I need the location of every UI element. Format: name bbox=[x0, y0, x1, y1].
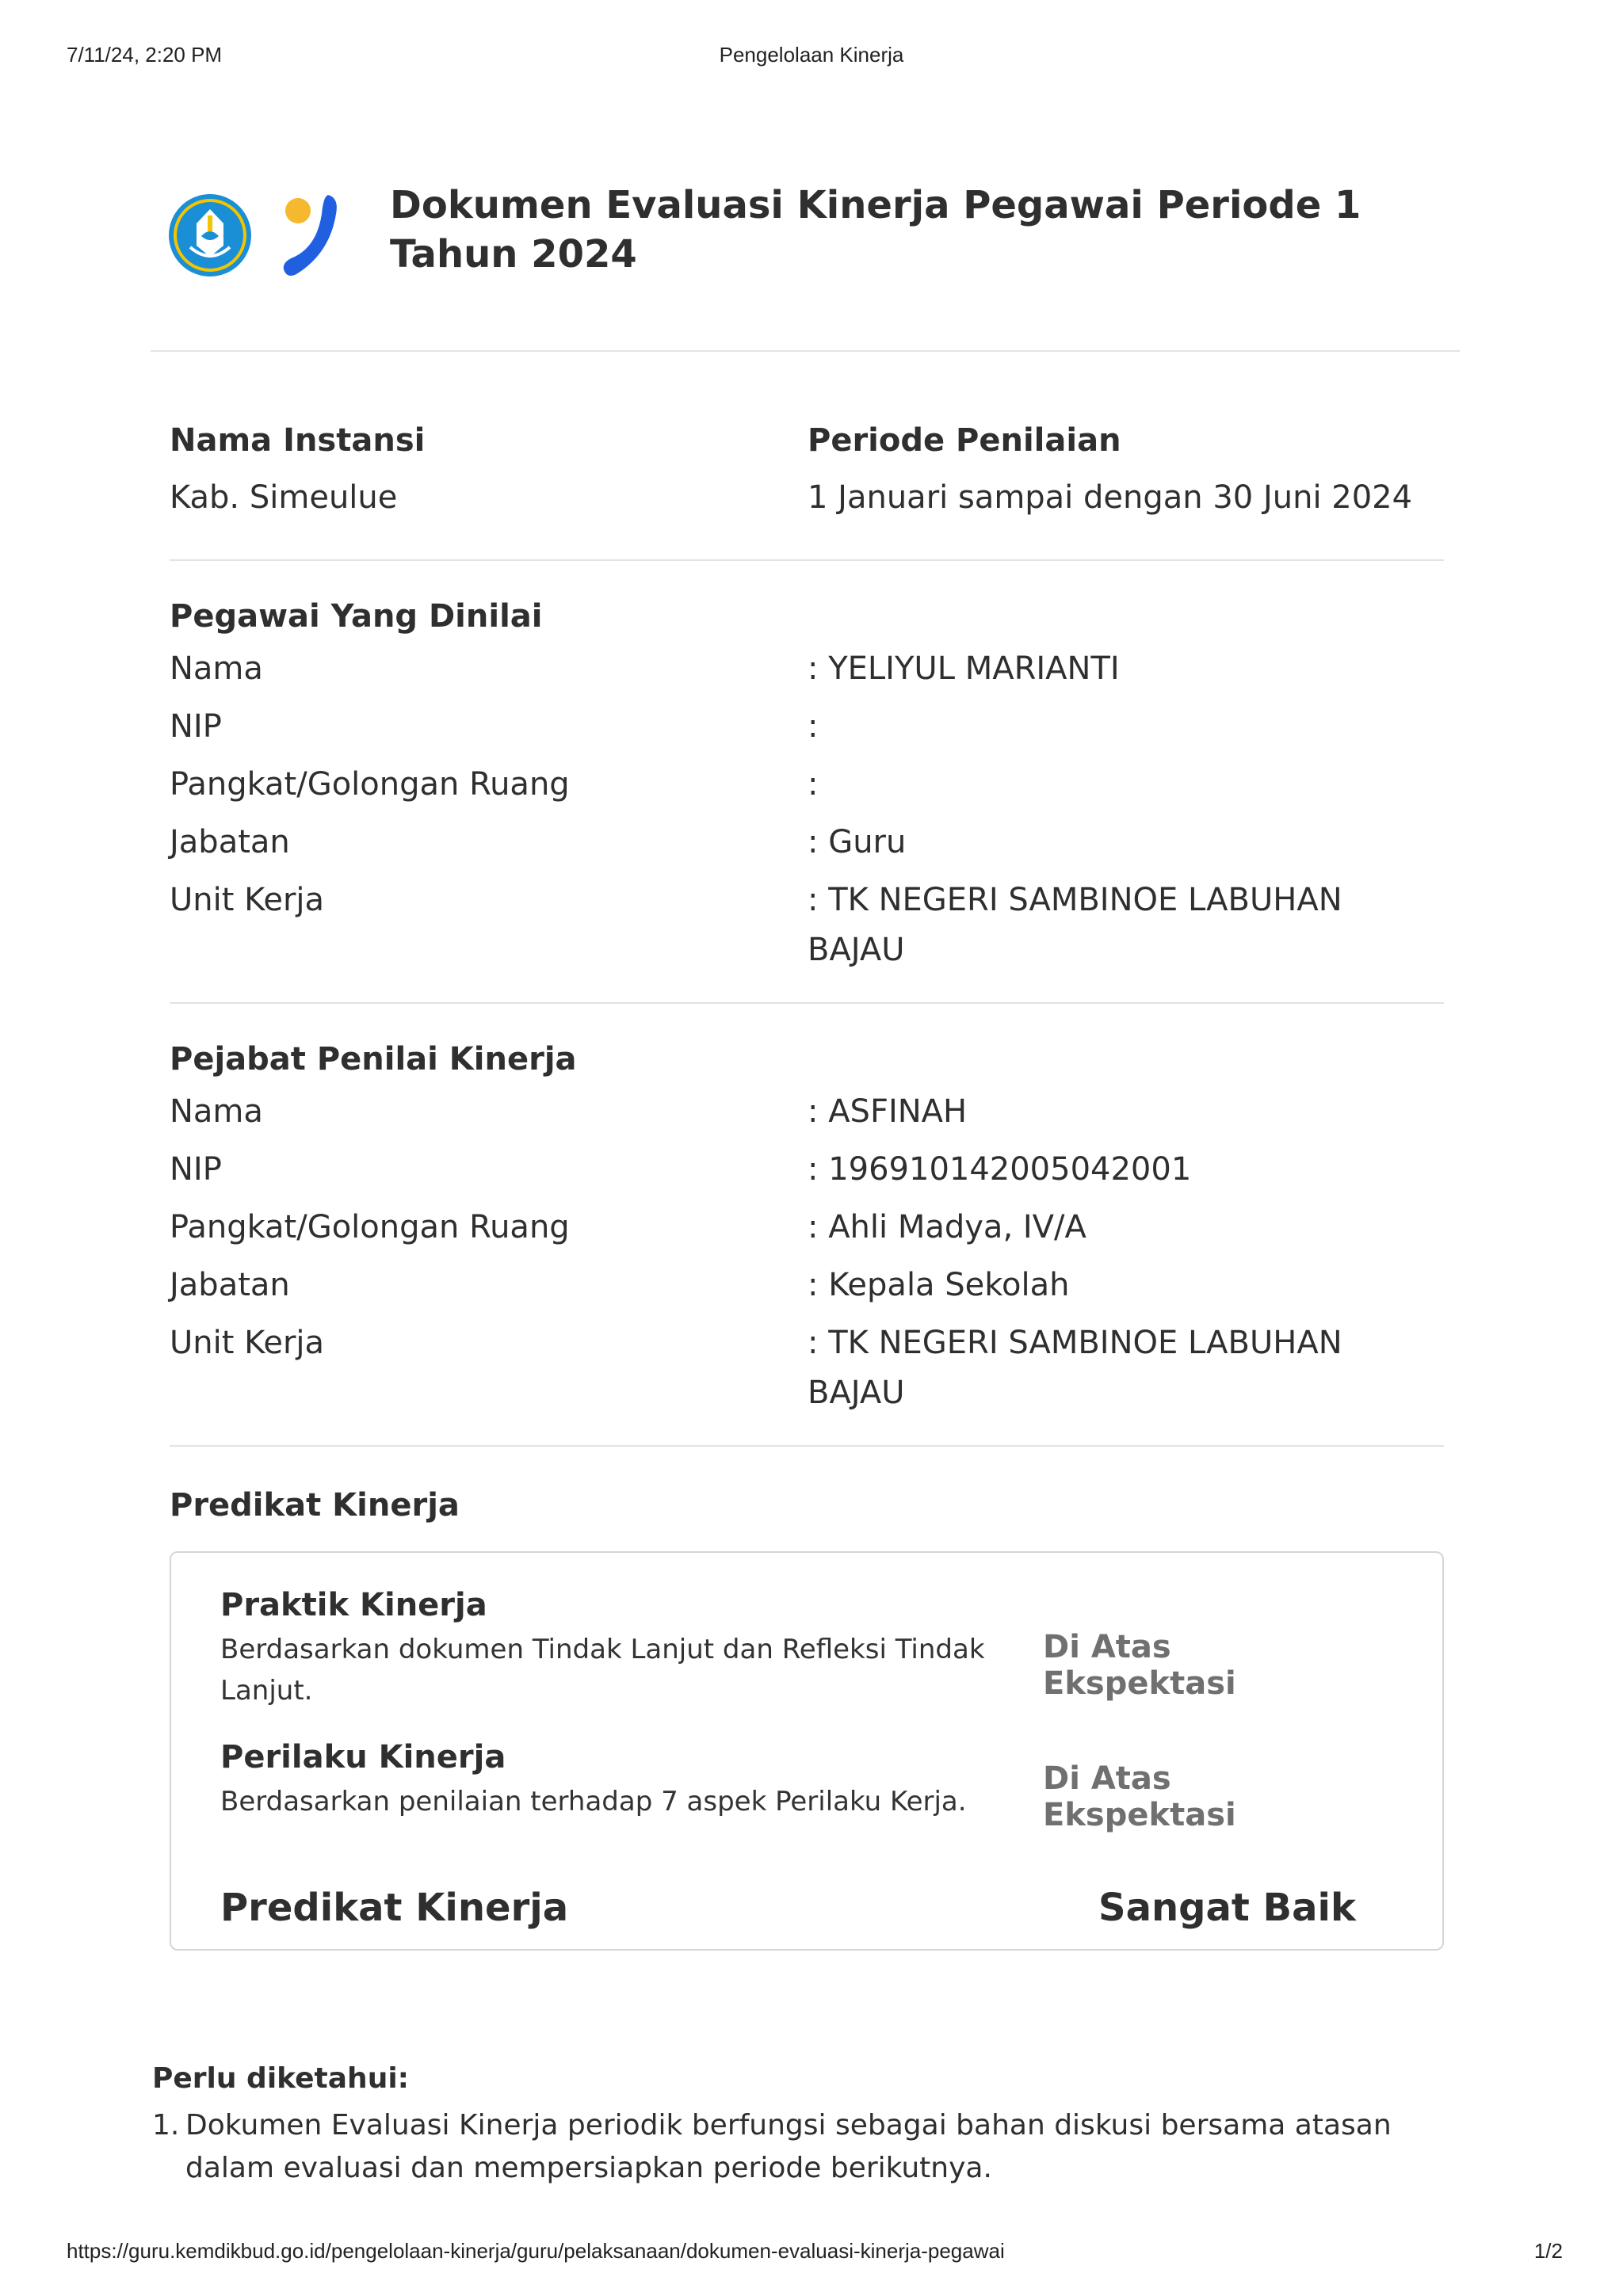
print-page-number: 1/2 bbox=[1533, 2239, 1563, 2263]
praktik-result: Di Atas Ekspektasi bbox=[1043, 1629, 1236, 1702]
field-key: Unit Kerja bbox=[170, 882, 325, 918]
field-key: NIP bbox=[170, 708, 222, 745]
pejabat-section bbox=[170, 1004, 1444, 1445]
print-footer bbox=[0, 2239, 1623, 2271]
document-content bbox=[170, 412, 1444, 1951]
pejabat-nip-row bbox=[170, 1141, 1444, 1199]
field-value: : bbox=[808, 766, 819, 803]
field-key: Jabatan bbox=[170, 824, 290, 860]
pegawai-pangkat-row bbox=[170, 756, 1444, 814]
pejabat-unit-kerja-row bbox=[170, 1314, 1444, 1418]
predikat-section-title: Predikat Kinerja bbox=[170, 1487, 460, 1524]
predikat-card bbox=[170, 1551, 1444, 1951]
pejabat-jabatan-row bbox=[170, 1257, 1444, 1314]
field-key: Unit Kerja bbox=[170, 1325, 325, 1361]
merdeka-mengajar-logo bbox=[276, 190, 342, 279]
kemdikbud-logo bbox=[166, 192, 254, 279]
instansi-value: Kab. Simeulue bbox=[170, 479, 398, 516]
list-item bbox=[152, 2104, 1452, 2190]
field-value: : YELIYUL MARIANTI bbox=[808, 650, 1120, 687]
field-value: : Ahli Madya, IV/A bbox=[808, 1209, 1086, 1245]
instansi-label: Nama Instansi bbox=[170, 422, 426, 459]
notes-title: Perlu diketahui: bbox=[152, 2062, 410, 2095]
field-value: : bbox=[808, 708, 819, 745]
title-divider bbox=[151, 350, 1460, 352]
pegawai-title: Pegawai Yang Dinilai bbox=[170, 598, 543, 635]
praktik-title: Praktik Kinerja bbox=[220, 1587, 487, 1623]
document-header bbox=[166, 181, 1466, 292]
perilaku-result: Di Atas Ekspektasi bbox=[1043, 1760, 1236, 1833]
pegawai-unit-kerja-row bbox=[170, 871, 1444, 975]
predikat-total-value: Sangat Baik bbox=[1098, 1886, 1356, 1930]
field-value: : Kepala Sekolah bbox=[808, 1267, 1070, 1303]
field-value: : Guru bbox=[808, 824, 907, 860]
perilaku-title: Perilaku Kinerja bbox=[220, 1739, 506, 1775]
pegawai-section bbox=[170, 561, 1444, 1002]
print-datetime: 7/11/24, 2:20 PM bbox=[67, 43, 223, 67]
field-key: Nama bbox=[170, 1093, 263, 1130]
periode-label: Periode Penilaian bbox=[808, 422, 1121, 459]
pejabat-nama-row bbox=[170, 1083, 1444, 1141]
field-key: Jabatan bbox=[170, 1267, 290, 1303]
print-url: https://guru.kemdikbud.go.id/pengelolaan-kinerja/guru/pelaksanaan/dokumen-evaluasi-kinerja-pegawai bbox=[67, 2239, 1005, 2263]
field-key: Pangkat/Golongan Ruang bbox=[170, 1209, 570, 1245]
field-key: NIP bbox=[170, 1151, 222, 1188]
print-header bbox=[0, 43, 1623, 74]
pegawai-nip-row bbox=[170, 698, 1444, 756]
predikat-section bbox=[170, 1447, 1444, 1951]
field-key: Pangkat/Golongan Ruang bbox=[170, 766, 570, 803]
perilaku-desc: Berdasarkan penilaian terhadap 7 aspek Perilaku Kerja. bbox=[220, 1786, 967, 1817]
notes-section bbox=[152, 2058, 1452, 2190]
pegawai-jabatan-row bbox=[170, 814, 1444, 871]
instansi-periode-row bbox=[170, 412, 1444, 559]
pejabat-title: Pejabat Penilai Kinerja bbox=[170, 1041, 577, 1077]
field-value: : ASFINAH bbox=[808, 1093, 968, 1130]
predikat-total-label: Predikat Kinerja bbox=[220, 1886, 569, 1930]
field-value: : TK NEGERI SAMBINOE LABUHAN BAJAU bbox=[808, 1325, 1342, 1411]
pegawai-nama-row bbox=[170, 640, 1444, 698]
list-item-number: 1. bbox=[152, 2109, 180, 2142]
instansi-block bbox=[170, 412, 425, 520]
field-value: : 196910142005042001 bbox=[808, 1151, 1192, 1188]
print-page-title: Pengelolaan Kinerja bbox=[719, 43, 904, 67]
page-title: Dokumen Evaluasi Kinerja Pegawai Periode 1 Tahun 2024 bbox=[390, 183, 1361, 277]
list-item-text: Dokumen Evaluasi Kinerja periodik berfungsi sebagai bahan diskusi bersama atasan dalam evaluasi dan mempersiapkan periode berikutnya. bbox=[185, 2109, 1392, 2184]
field-key: Nama bbox=[170, 650, 263, 687]
praktik-desc: Berdasarkan dokumen Tindak Lanjut dan Refleksi Tindak Lanjut. bbox=[220, 1634, 985, 1707]
periode-value: 1 Januari sampai dengan 30 Juni 2024 bbox=[808, 479, 1413, 516]
field-value: : TK NEGERI SAMBINOE LABUHAN BAJAU bbox=[808, 882, 1342, 968]
periode-block bbox=[808, 412, 1412, 520]
pejabat-pangkat-row bbox=[170, 1199, 1444, 1257]
